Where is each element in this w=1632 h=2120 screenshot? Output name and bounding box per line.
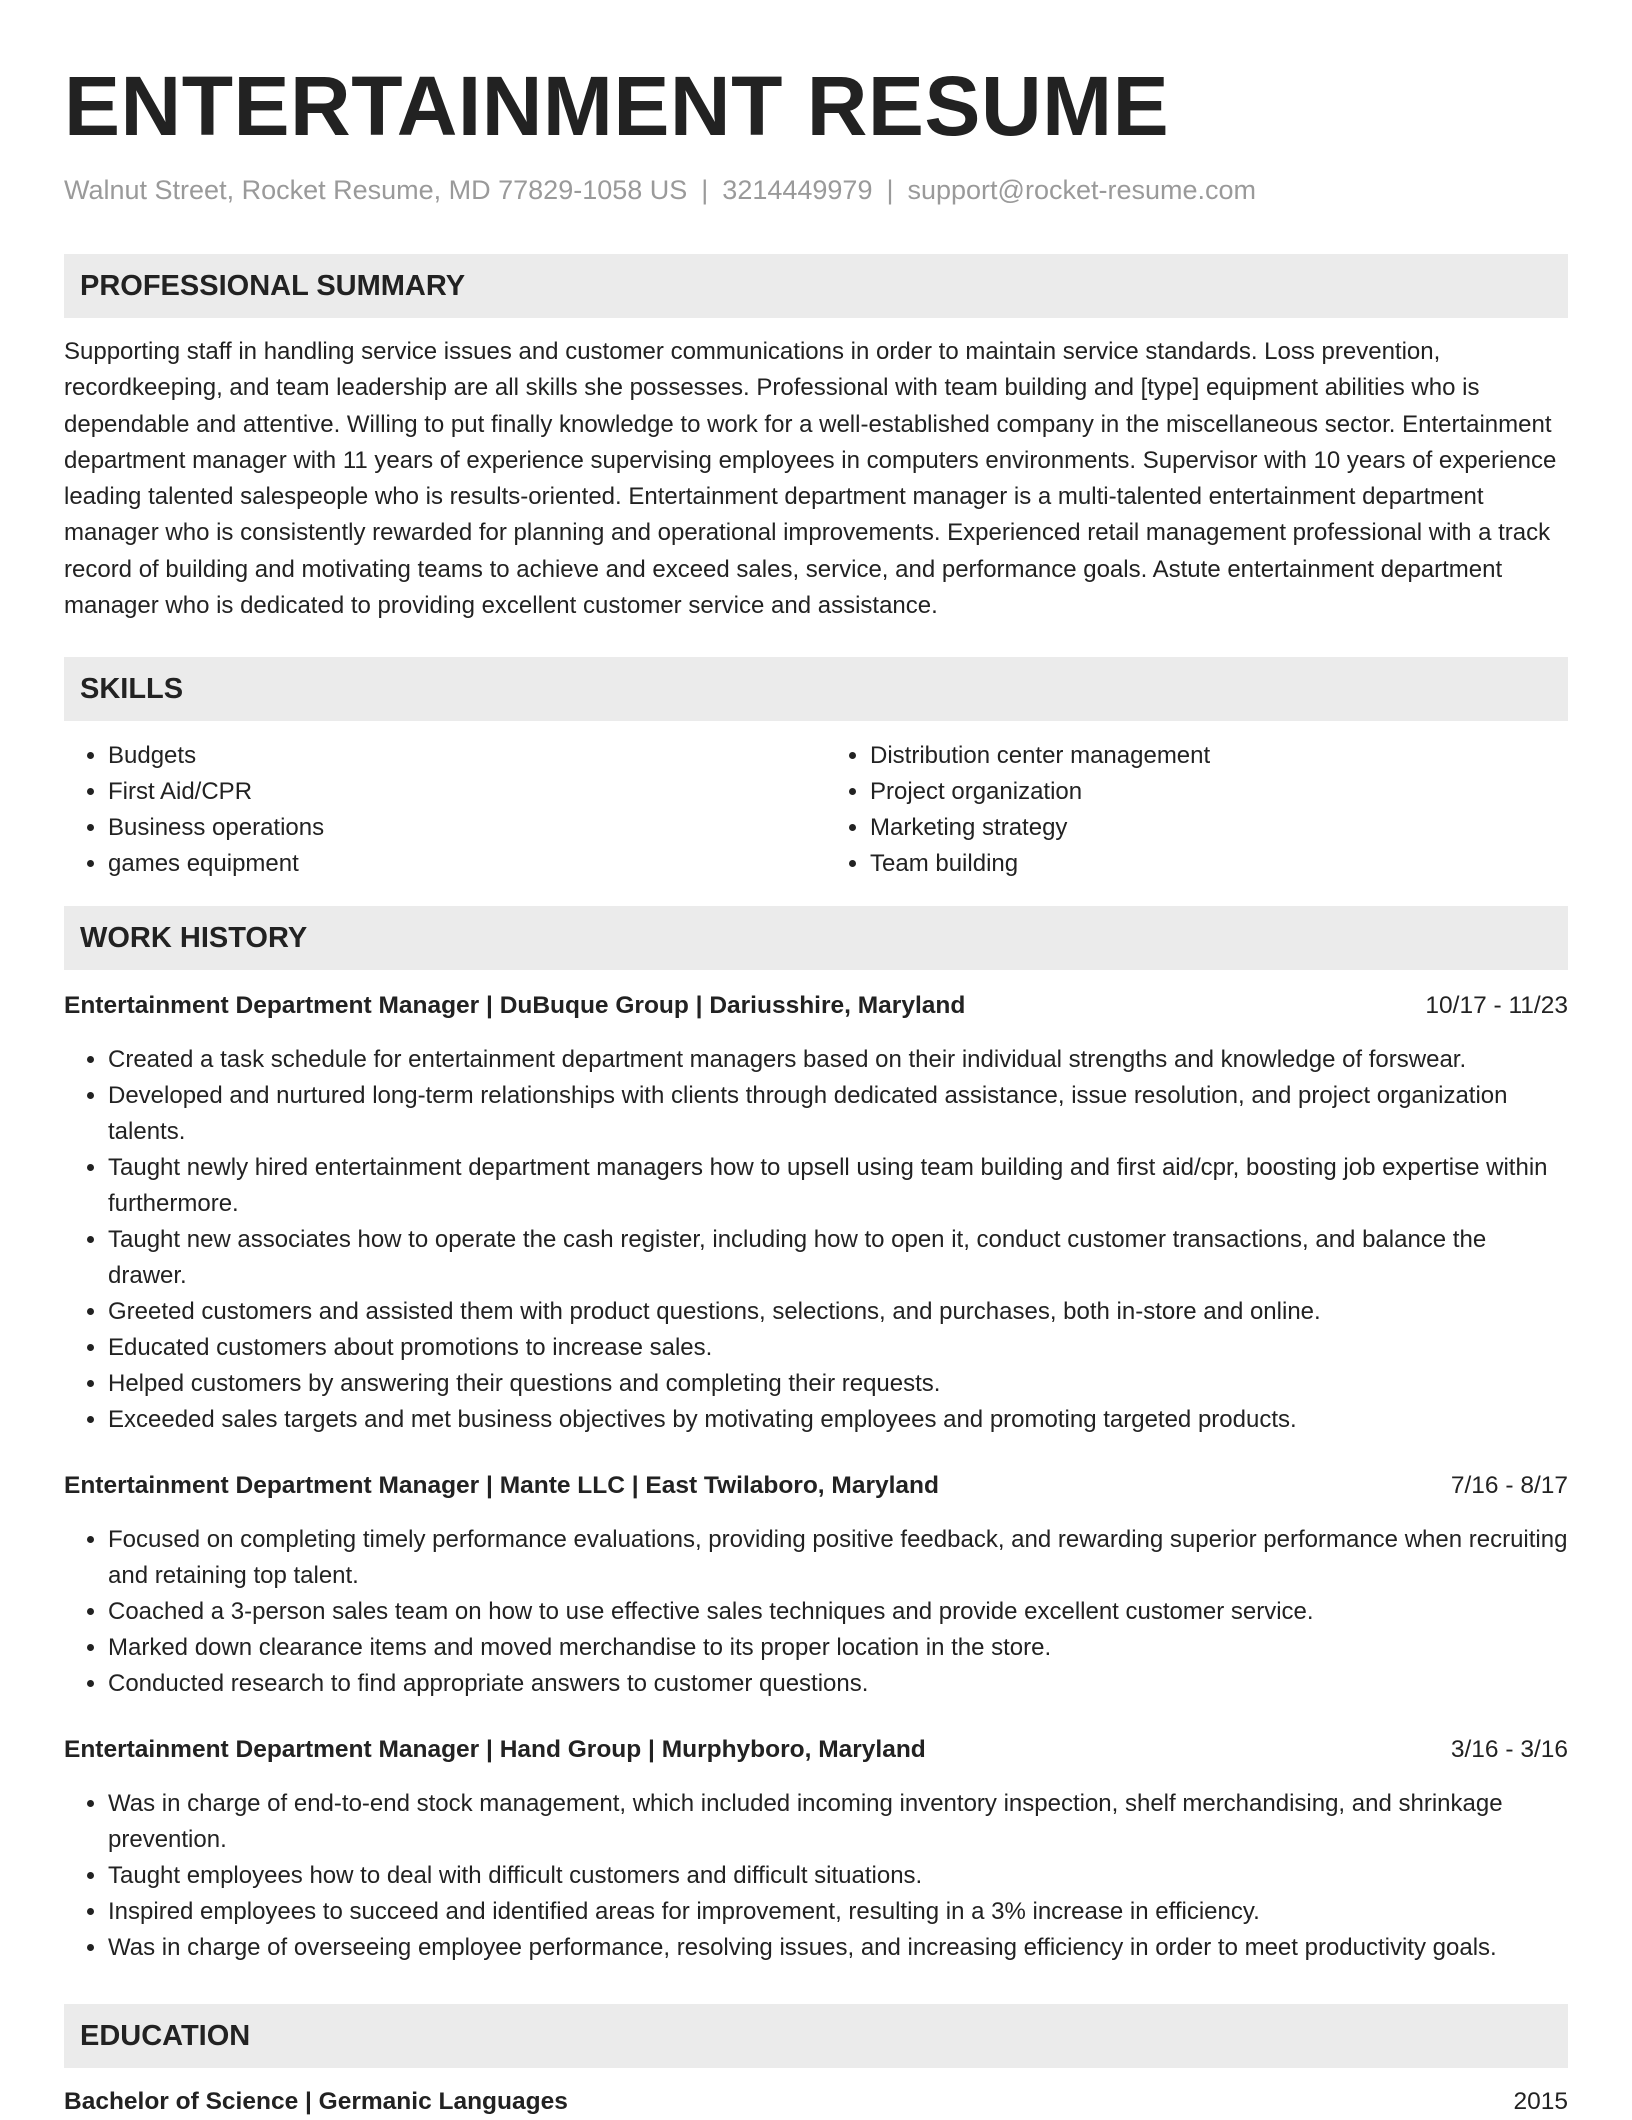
job-bullet: • Developed and nurtured long-term relationships with clients through dedicated assistance, issue resolution, and project organization talents. <box>108 1078 1568 1150</box>
work-history-heading: WORK HISTORY <box>64 906 1568 970</box>
job-bullets <box>64 1786 1568 1966</box>
job-bullet: • Taught new associates how to operate the cash register, including how to open it, conduct customer transactions, and balance the drawer. <box>108 1222 1568 1294</box>
job-title: Entertainment Department Manager | Hand Group | Murphyboro, Maryland <box>64 1736 926 1764</box>
job-bullet: • Inspired employees to succeed and identified areas for improvement, resulting in a 3% increase in efficiency. <box>108 1894 1568 1930</box>
job-entry <box>64 988 1568 1438</box>
resume-page <box>64 0 1568 2120</box>
job-bullet: • Greeted customers and assisted them with product questions, selections, and purchases, both in-store and online. <box>108 1294 1568 1330</box>
job-dates: 3/16 - 3/16 <box>1450 1736 1568 1764</box>
job-title: Entertainment Department Manager | DuBuque Group | Dariusshire, Maryland <box>64 992 966 1020</box>
contact-separator: | <box>886 175 894 205</box>
contact-phone: 3214449979 <box>722 175 873 205</box>
job-bullets <box>64 1522 1568 1702</box>
job-entry <box>64 1732 1568 1966</box>
summary-text: Supporting staff in handling service issues and customer communications in order to maintain service standards. Loss prevention, recordkeeping, and team leadership are all skills she possesses. Professional with team building and [type] equipment abilities who is dependable and attentive. Willing to put finally knowledge to work for a well-established company in the miscellaneous sector. Entertainment department manager with 11 years of experience supervising employees in computers environments. Supervisor with 10 years of experience leading talented salespeople who is results-oriented. Entertainment department manager is a multi-talented entertainment department manager who is consistently rewarded for planning and operational improvements. Experienced retail management professional with a track record of building and motivating teams to achieve and exceed sales, service, and performance goals. Astute entertainment department manager who is dedicated to providing excellent customer service and assistance. <box>64 338 1557 620</box>
skills-heading: SKILLS <box>64 657 1568 721</box>
job-header <box>64 988 1568 1024</box>
job-bullet: • Exceeded sales targets and met business objectives by motivating employees and promoting targeted products. <box>108 1402 1568 1438</box>
job-bullet: • Was in charge of end-to-end stock management, which included incoming inventory inspection, shelf merchandising, and shrinkage prevention. <box>108 1786 1568 1858</box>
job-bullet: • Marked down clearance items and moved merchandise to its proper location in the store. <box>108 1630 1568 1666</box>
contact-line <box>64 172 1568 208</box>
skills-column-right <box>826 738 1568 882</box>
contact-email: support@rocket-resume.com <box>907 175 1257 205</box>
resume-title: ENTERTAINMENT RESUME <box>64 59 1170 153</box>
education-degree: Bachelor of Science | Germanic Languages <box>64 2088 568 2116</box>
job-header <box>64 1732 1568 1768</box>
skill-item: • Budgets <box>108 738 806 774</box>
skill-item: • First Aid/CPR <box>108 774 806 810</box>
job-dates: 7/16 - 8/17 <box>1450 1472 1568 1500</box>
skill-item: • Distribution center management <box>870 738 1568 774</box>
education-heading: EDUCATION <box>64 2004 1568 2068</box>
job-bullet: • Was in charge of overseeing employee performance, resolving issues, and increasing efficiency in order to meet productivity goals. <box>108 1930 1568 1966</box>
skill-item: • Marketing strategy <box>870 810 1568 846</box>
summary-heading: PROFESSIONAL SUMMARY <box>64 254 1568 318</box>
job-bullet: • Coached a 3-person sales team on how to use effective sales techniques and provide excellent customer service. <box>108 1594 1568 1630</box>
skill-item: • Team building <box>870 846 1568 882</box>
job-bullet: • Educated customers about promotions to increase sales. <box>108 1330 1568 1366</box>
job-title: Entertainment Department Manager | Mante LLC | East Twilaboro, Maryland <box>64 1472 939 1500</box>
education-year: 2015 <box>1513 2088 1568 2116</box>
skill-item: • Project organization <box>870 774 1568 810</box>
job-header <box>64 1468 1568 1504</box>
education-entry <box>64 2084 1568 2120</box>
job-bullet: • Conducted research to find appropriate answers to customer questions. <box>108 1666 1568 1702</box>
contact-address: Walnut Street, Rocket Resume, MD 77829-1058 US <box>64 175 688 205</box>
job-bullet: • Taught employees how to deal with difficult customers and difficult situations. <box>108 1858 1568 1894</box>
job-bullet: • Helped customers by answering their questions and completing their requests. <box>108 1366 1568 1402</box>
skill-item: • games equipment <box>108 846 806 882</box>
job-bullet: • Taught newly hired entertainment department managers how to upsell using team building and first aid/cpr, boosting job expertise within furthermore. <box>108 1150 1568 1222</box>
job-bullet: • Focused on completing timely performance evaluations, providing positive feedback, and rewarding superior performance when recruiting and retaining top talent. <box>108 1522 1568 1594</box>
job-bullet: • Created a task schedule for entertainment department managers based on their individual strengths and knowledge of forswear. <box>108 1042 1568 1078</box>
skills-list <box>64 738 1568 882</box>
skills-column-left <box>64 738 806 882</box>
contact-separator: | <box>701 175 709 205</box>
job-entry <box>64 1468 1568 1702</box>
skill-item: • Business operations <box>108 810 806 846</box>
job-bullets <box>64 1042 1568 1438</box>
job-dates: 10/17 - 11/23 <box>1425 992 1568 1020</box>
